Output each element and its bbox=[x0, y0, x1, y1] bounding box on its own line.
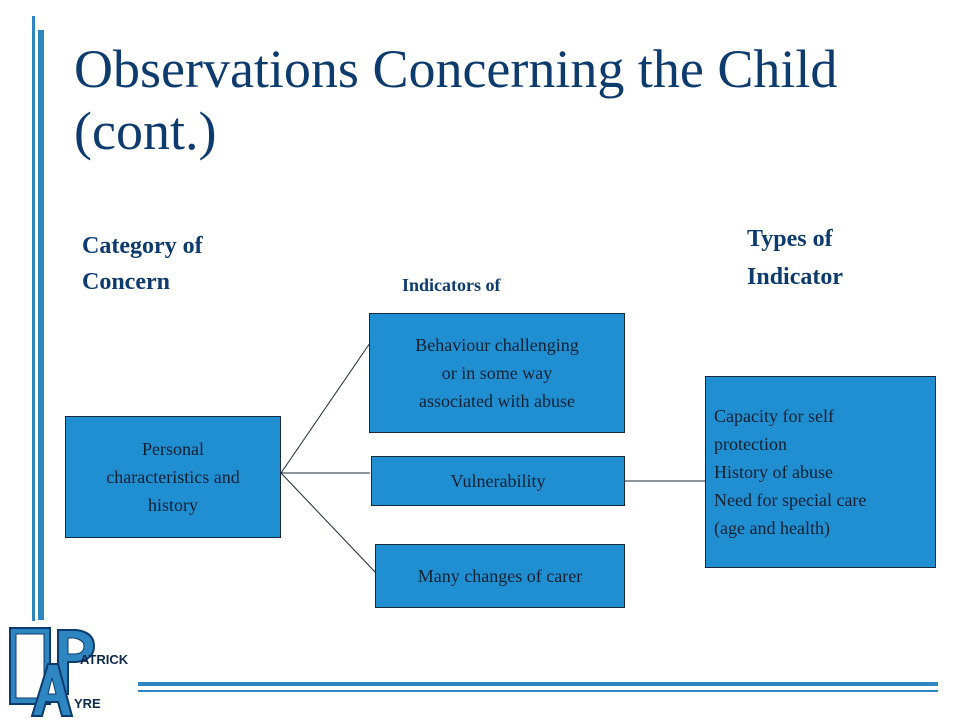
logo-line1: ATRICK bbox=[80, 652, 129, 667]
types-heading: Types of Indicator bbox=[747, 226, 843, 290]
connector-to-behaviour bbox=[281, 343, 370, 473]
vulnerability-box bbox=[371, 456, 625, 506]
personal-characteristics-box bbox=[65, 416, 281, 538]
carer-changes-box bbox=[375, 544, 625, 608]
patrick-ayre-logo bbox=[6, 624, 136, 718]
vulnerability-text: Vulnerability bbox=[450, 471, 546, 491]
carer-changes-text: Many changes of carer bbox=[417, 566, 583, 586]
behaviour-box bbox=[369, 313, 625, 433]
logo-line2: YRE bbox=[74, 696, 101, 711]
types-of-indicator-text: Capacity for self protection History of abuse Need for special care (age and health) bbox=[714, 406, 867, 538]
behaviour-text: Behaviour challenging or in some way associated with abuse bbox=[415, 335, 579, 411]
connector-to-carer bbox=[281, 473, 376, 573]
category-heading: Category of Concern bbox=[82, 233, 203, 295]
personal-characteristics-text: Personal characteristics and history bbox=[106, 439, 240, 515]
indicators-heading: Indicators of bbox=[402, 275, 501, 295]
slide-title: Observations Concerning the Child (cont.) bbox=[74, 39, 838, 161]
types-of-indicator-box bbox=[705, 376, 936, 568]
